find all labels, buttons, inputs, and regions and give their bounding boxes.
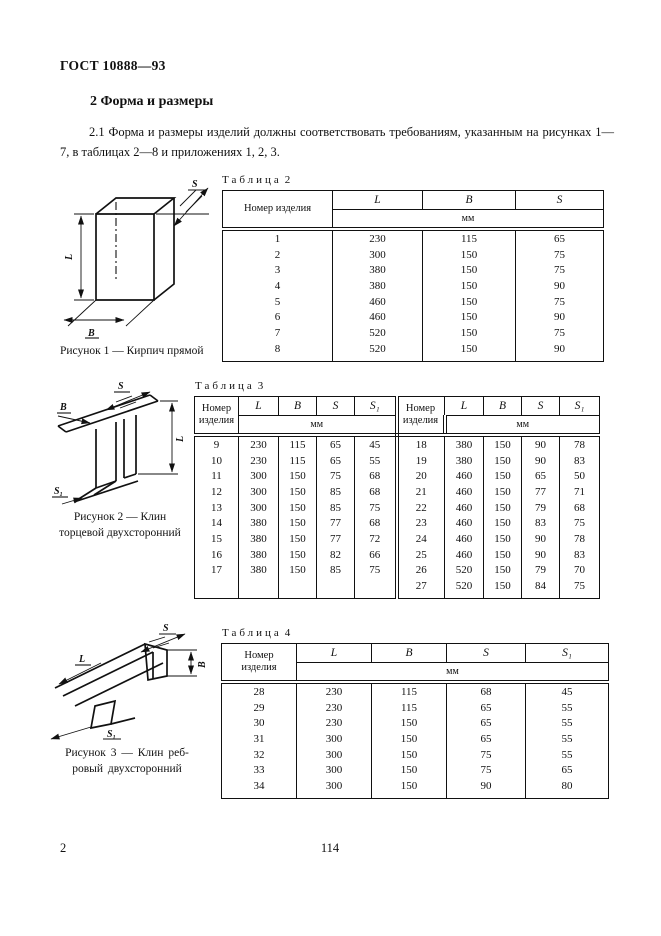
dimension-label-s1: S₁ (107, 729, 117, 740)
table-row (195, 500, 600, 516)
table-cell: 83 (560, 547, 600, 563)
table-cell: 34 (222, 778, 297, 798)
col-header-product-number (222, 644, 297, 683)
table-cell: 85 (317, 563, 355, 579)
table-row (223, 278, 604, 294)
table-cell: 380 (445, 435, 484, 453)
col-header-s1: S₁ (526, 644, 609, 663)
table-cell: 65 (516, 229, 604, 247)
unit-header: мм (239, 416, 397, 436)
table2-caption-number: 2 (284, 174, 291, 186)
table-cell: 150 (279, 500, 317, 516)
table-4-body (222, 682, 609, 798)
figure3-caption-line2: ровый двухсторонний (72, 763, 182, 775)
table-cell: 75 (516, 325, 604, 341)
dimension-label-s: S (192, 179, 198, 190)
table-cell: 2 (223, 247, 333, 263)
section-heading: 2 Форма и размеры (90, 94, 214, 109)
table-cell: 10 (195, 453, 239, 469)
dimension-label-s: S (118, 381, 124, 392)
table-cell: 460 (445, 484, 484, 500)
table-cell: 78 (560, 435, 600, 453)
table-cell (317, 578, 355, 598)
table-cell: 520 (445, 578, 484, 598)
col-header-b: B (279, 397, 317, 416)
col-header-s1: S₁ (355, 397, 397, 416)
table-cell: 75 (355, 563, 397, 579)
table-cell: 30 (222, 715, 297, 731)
col-header-l: L (239, 397, 279, 416)
table-3 (194, 396, 600, 599)
table-cell: 90 (516, 278, 604, 294)
table-cell: 28 (222, 682, 297, 700)
figure2-caption (45, 509, 195, 541)
table-cell: 68 (355, 515, 397, 531)
table-2-body (223, 229, 604, 361)
table-cell: 29 (222, 700, 297, 716)
table-cell: 75 (560, 515, 600, 531)
table-cell: 520 (445, 563, 484, 579)
table-cell: 150 (423, 341, 516, 361)
table2-caption-word: Таблица (222, 174, 282, 186)
table-cell: 380 (239, 547, 279, 563)
table-cell: 460 (445, 515, 484, 531)
table-cell: 150 (484, 500, 522, 516)
table-cell: 150 (484, 484, 522, 500)
table-cell: 380 (333, 262, 423, 278)
table3-caption (195, 380, 263, 392)
table-cell: 75 (516, 247, 604, 263)
table-cell: 150 (279, 531, 317, 547)
table-cell: 115 (279, 435, 317, 453)
table-cell: 25 (397, 547, 445, 563)
col-header-l: L (297, 644, 372, 663)
table-cell (279, 578, 317, 598)
dimension-label-l: L (175, 435, 186, 442)
table-cell: 90 (522, 547, 560, 563)
col-header-product-number-line2: изделия (198, 415, 235, 426)
table-row (222, 747, 609, 763)
dimension-label-l: L (64, 253, 75, 260)
table-cell: 150 (423, 325, 516, 341)
table-cell: 7 (223, 325, 333, 341)
table-row (195, 547, 600, 563)
table-row (222, 731, 609, 747)
table-cell: 21 (397, 484, 445, 500)
table-cell: 150 (423, 278, 516, 294)
table-cell: 50 (560, 468, 600, 484)
table-cell: 31 (222, 731, 297, 747)
table-cell: 300 (239, 484, 279, 500)
table2-caption (222, 174, 290, 186)
table-cell: 77 (317, 515, 355, 531)
table-cell: 300 (297, 762, 372, 778)
table-cell (239, 578, 279, 598)
table-cell: 33 (222, 762, 297, 778)
col-header-product-number-right-line2: изделия (402, 415, 439, 426)
figure1-drawing (58, 178, 213, 340)
table-row (195, 515, 600, 531)
table-cell: 65 (522, 468, 560, 484)
col-header-product-number-right-line1: Номер (405, 403, 436, 414)
table-cell: 4 (223, 278, 333, 294)
figure1-caption: Рисунок 1 — Кирпич прямой (60, 345, 204, 357)
table-cell: 460 (445, 547, 484, 563)
table-cell (195, 578, 239, 598)
table-cell: 84 (522, 578, 560, 598)
table-cell: 380 (239, 515, 279, 531)
table-row (195, 435, 600, 453)
table-cell: 300 (333, 247, 423, 263)
table-cell: 68 (560, 500, 600, 516)
table-cell: 150 (484, 515, 522, 531)
table-cell: 77 (317, 531, 355, 547)
table4-caption-word: Таблица (222, 627, 282, 639)
table-cell: 460 (445, 468, 484, 484)
dimension-label-s: S (163, 623, 169, 634)
table-cell: 460 (333, 309, 423, 325)
table3-caption-word: Таблица (195, 380, 255, 392)
table-cell: 17 (195, 563, 239, 579)
table-row (222, 682, 609, 700)
table-cell: 90 (522, 453, 560, 469)
table-cell: 150 (423, 294, 516, 310)
table-cell: 75 (516, 262, 604, 278)
table-row (195, 578, 600, 598)
table-cell: 230 (239, 435, 279, 453)
figure3-drawing (45, 622, 210, 742)
table-4-header (222, 644, 609, 683)
table-cell: 27 (397, 578, 445, 598)
table-cell: 230 (333, 229, 423, 247)
table-cell: 65 (447, 715, 526, 731)
table-cell: 13 (195, 500, 239, 516)
col-header-s: S (317, 397, 355, 416)
table-cell: 380 (333, 278, 423, 294)
table-cell: 150 (484, 468, 522, 484)
table-cell: 460 (445, 531, 484, 547)
table-cell: 150 (484, 563, 522, 579)
table-row (195, 453, 600, 469)
figure2-caption-line2: торцевой двухсторонний (59, 527, 181, 539)
table-cell: 300 (297, 778, 372, 798)
table-cell: 90 (447, 778, 526, 798)
table-cell: 150 (484, 578, 522, 598)
table-cell: 68 (355, 484, 397, 500)
table-cell: 65 (526, 762, 609, 778)
table4-caption (222, 627, 290, 639)
col-header-product-number-line1: Номер (201, 403, 232, 414)
col-header-b: B (423, 191, 516, 210)
table-cell: 380 (239, 563, 279, 579)
table-cell: 8 (223, 341, 333, 361)
table-cell: 82 (317, 547, 355, 563)
table-cell: 380 (239, 531, 279, 547)
table-cell: 83 (522, 515, 560, 531)
table-row (222, 778, 609, 798)
table-row (222, 762, 609, 778)
table-2 (222, 190, 604, 362)
table-cell: 90 (516, 341, 604, 361)
table-row (195, 484, 600, 500)
table-cell: 150 (423, 247, 516, 263)
table-cell: 15 (195, 531, 239, 547)
dimension-label-b: B (197, 661, 208, 668)
table-cell: 65 (447, 731, 526, 747)
table-3-body (195, 435, 600, 598)
table-cell: 150 (372, 731, 447, 747)
table-cell: 83 (560, 453, 600, 469)
table-cell: 460 (333, 294, 423, 310)
table-cell: 16 (195, 547, 239, 563)
table-cell: 150 (279, 515, 317, 531)
table-cell: 78 (560, 531, 600, 547)
table-row (195, 468, 600, 484)
table-cell: 9 (195, 435, 239, 453)
table-cell: 70 (560, 563, 600, 579)
table-cell: 300 (239, 500, 279, 516)
table-cell: 18 (397, 435, 445, 453)
table-cell: 14 (195, 515, 239, 531)
table-cell: 75 (560, 578, 600, 598)
table-row (195, 531, 600, 547)
table-cell: 150 (484, 435, 522, 453)
table-cell: 90 (522, 435, 560, 453)
table-2-header (223, 191, 604, 230)
table-cell: 22 (397, 500, 445, 516)
table-cell: 230 (297, 715, 372, 731)
table-cell: 11 (195, 468, 239, 484)
table-cell: 55 (526, 731, 609, 747)
table-cell: 90 (516, 309, 604, 325)
col-header-b: B (372, 644, 447, 663)
table4-caption-number: 4 (284, 627, 291, 639)
col-header-b-right: B (484, 397, 522, 416)
table-cell: 150 (484, 531, 522, 547)
table-row (222, 715, 609, 731)
dimension-label-b: B (60, 402, 67, 413)
table-cell: 520 (333, 341, 423, 361)
table-cell: 68 (355, 468, 397, 484)
figure2-caption-line1: Рисунок 2 — Клин (73, 511, 167, 523)
table-cell: 55 (526, 715, 609, 731)
table-cell: 75 (317, 468, 355, 484)
table-row (223, 294, 604, 310)
table-cell: 1 (223, 229, 333, 247)
unit-header: мм (297, 663, 609, 683)
table-cell: 380 (445, 453, 484, 469)
table-cell: 150 (372, 715, 447, 731)
unit-header-right: мм (445, 416, 600, 436)
table-cell: 150 (372, 778, 447, 798)
footer-page-number: 2 (60, 841, 67, 855)
col-header-product-number (195, 397, 239, 436)
table-cell: 24 (397, 531, 445, 547)
table-cell: 12 (195, 484, 239, 500)
table-cell: 230 (239, 453, 279, 469)
table-cell: 300 (239, 468, 279, 484)
table-cell: 150 (423, 262, 516, 278)
table-cell: 65 (447, 700, 526, 716)
footer-center-number: 114 (320, 841, 340, 855)
table-row (195, 563, 600, 579)
table-cell: 75 (447, 747, 526, 763)
table-cell: 19 (397, 453, 445, 469)
dimension-label-b: B (88, 328, 95, 339)
table-cell: 150 (423, 309, 516, 325)
table-cell: 115 (279, 453, 317, 469)
table-cell: 150 (279, 547, 317, 563)
table-cell: 150 (484, 453, 522, 469)
table-cell: 32 (222, 747, 297, 763)
dimension-label-s1: S₁ (54, 486, 64, 497)
table-cell: 45 (355, 435, 397, 453)
table-cell: 460 (445, 500, 484, 516)
table-cell: 45 (526, 682, 609, 700)
table-cell: 230 (297, 682, 372, 700)
table-cell: 115 (423, 229, 516, 247)
table-cell: 90 (522, 531, 560, 547)
table-cell: 55 (526, 700, 609, 716)
col-header-l: L (333, 191, 423, 210)
table-cell: 3 (223, 262, 333, 278)
table-cell: 85 (317, 484, 355, 500)
doc-number: ГОСТ 10888—93 (60, 58, 166, 73)
table-cell: 520 (333, 325, 423, 341)
table-cell: 150 (484, 547, 522, 563)
col-header-s: S (447, 644, 526, 663)
dimension-label-l: L (79, 654, 86, 665)
table-cell: 75 (516, 294, 604, 310)
col-header-s-right: S (522, 397, 560, 416)
table-cell: 115 (372, 682, 447, 700)
table-row (223, 229, 604, 247)
table-cell: 79 (522, 563, 560, 579)
figure3-caption-line1: Рисунок 3 — Клин реб- (65, 747, 189, 759)
unit-header: мм (333, 210, 604, 230)
table-cell: 66 (355, 547, 397, 563)
figure2-drawing (52, 380, 187, 508)
table-cell (355, 578, 397, 598)
table-cell: 230 (297, 700, 372, 716)
col-header-product-number-line1: Номер (244, 650, 274, 661)
table-row (222, 700, 609, 716)
col-header-l-right: L (445, 397, 484, 416)
table-cell: 55 (355, 453, 397, 469)
table-cell: 65 (317, 435, 355, 453)
table-cell: 115 (372, 700, 447, 716)
table-cell: 55 (526, 747, 609, 763)
table-cell: 71 (560, 484, 600, 500)
table-cell: 80 (526, 778, 609, 798)
table3-caption-number: 3 (257, 380, 264, 392)
table-row (223, 325, 604, 341)
col-header-product-number: Номер изделия (223, 191, 333, 230)
table-cell: 150 (279, 563, 317, 579)
table-cell: 150 (279, 468, 317, 484)
figure3-caption (42, 745, 212, 777)
table-3-header (195, 397, 600, 436)
table-row (223, 309, 604, 325)
table-cell: 79 (522, 500, 560, 516)
table-cell: 75 (355, 500, 397, 516)
table-cell: 68 (447, 682, 526, 700)
table-cell: 72 (355, 531, 397, 547)
table-cell: 300 (297, 747, 372, 763)
table-cell: 300 (297, 731, 372, 747)
table-row (223, 247, 604, 263)
table-row (223, 262, 604, 278)
table-cell: 20 (397, 468, 445, 484)
table-cell: 6 (223, 309, 333, 325)
table-cell: 75 (447, 762, 526, 778)
table-cell: 150 (372, 762, 447, 778)
table-cell: 23 (397, 515, 445, 531)
table-cell: 77 (522, 484, 560, 500)
col-header-product-number-right (397, 397, 445, 436)
table-cell: 150 (372, 747, 447, 763)
table-cell: 150 (279, 484, 317, 500)
col-header-s: S (516, 191, 604, 210)
paragraph-2-1: 2.1 Форма и размеры изделий должны соответствовать требованиям, указанным на рисунках 1—7, в таблицах 2—8 и приложениях 1, 2, 3. (60, 125, 614, 159)
col-header-s1-right: S₁ (560, 397, 600, 416)
table-cell: 85 (317, 500, 355, 516)
table-row (223, 341, 604, 361)
table-cell: 65 (317, 453, 355, 469)
table-cell: 5 (223, 294, 333, 310)
col-header-product-number-line2: изделия (241, 662, 277, 673)
table-cell: 26 (397, 563, 445, 579)
table-4 (221, 643, 609, 799)
